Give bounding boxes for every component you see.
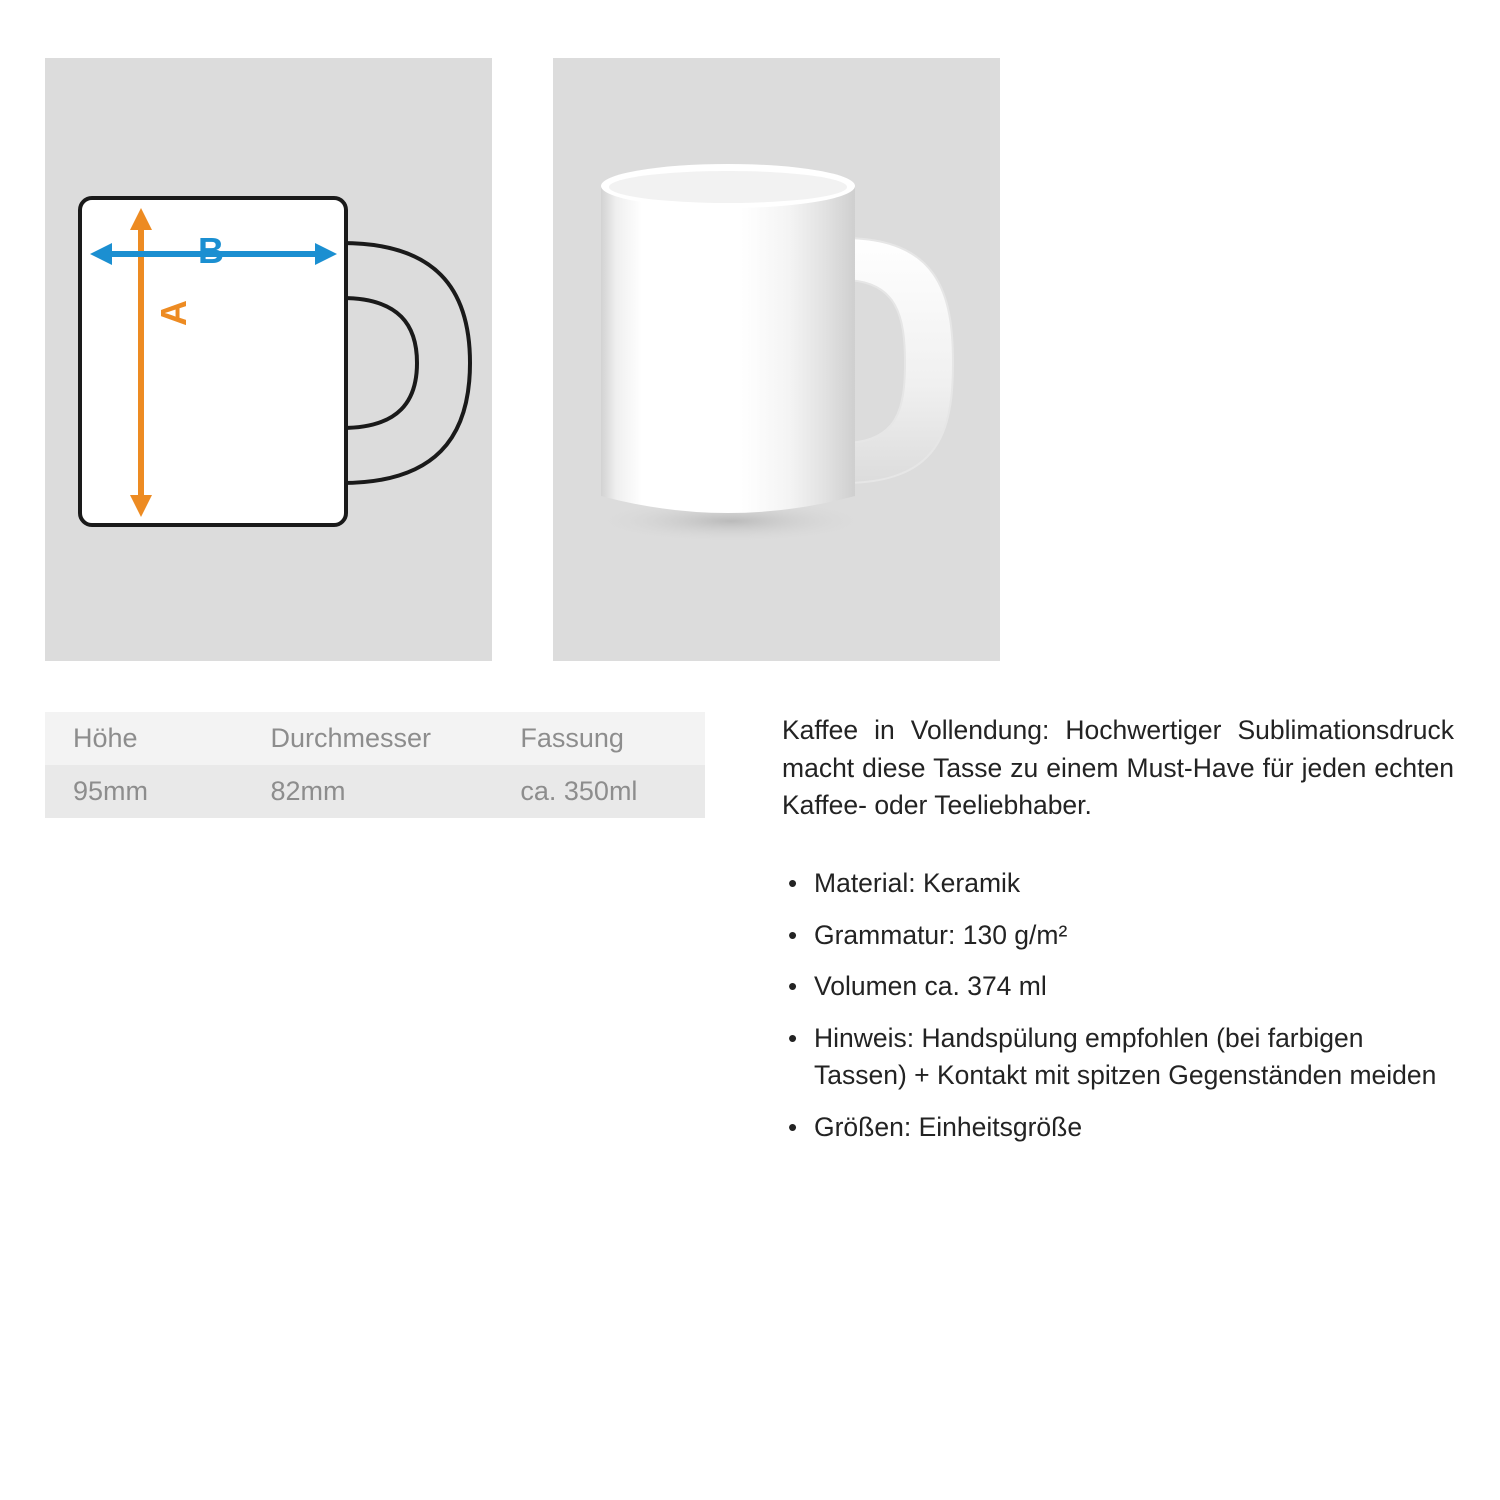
spec-value-capacity: ca. 350ml: [520, 776, 638, 806]
mug-handle-inner-outline: [342, 298, 417, 428]
mug-handle: [843, 238, 953, 483]
mug-dimension-drawing: [45, 58, 492, 661]
mug-photo-illustration: [553, 58, 1000, 661]
mug-gloss-highlight: [649, 208, 675, 488]
product-feature-list: [782, 865, 1454, 1147]
mug-rim-inner: [609, 171, 847, 203]
mug-handle-outline: [342, 243, 470, 483]
mug-body: [601, 186, 855, 513]
mug-photo-panel: [553, 58, 1000, 661]
mug-spec-table: [45, 712, 705, 818]
list-item: • Hinweis: Handspülung empfohlen (bei farbigen Tassen) + Kontakt mit spitzen Gegenständen meiden: [782, 1020, 1454, 1095]
spec-header-diameter: Durchmesser: [270, 723, 432, 753]
spec-table-header-row: [45, 712, 705, 765]
list-item: • Volumen ca. 374 ml: [782, 968, 1454, 1006]
list-item: • Grammatur: 130 g/m²: [782, 917, 1454, 955]
spec-value-diameter: 82mm: [270, 776, 346, 806]
list-item: • Material: Keramik: [782, 865, 1454, 903]
mug-dimension-diagram-panel: [45, 58, 492, 661]
table-row: [45, 765, 705, 818]
list-item: • Größen: Einheitsgröße: [782, 1109, 1454, 1147]
width-label: B: [198, 230, 224, 271]
product-description: [782, 712, 1454, 1161]
spec-value-height: 95mm: [73, 776, 149, 806]
description-intro: Kaffee in Vollendung: Hochwertiger Sublimationsdruck macht diese Tasse zu einem Must-Have für jeden echten Kaffee- oder Teeliebhaber.: [782, 715, 1454, 821]
spec-header-capacity: Fassung: [520, 723, 624, 753]
height-label: A: [153, 300, 194, 326]
spec-header-height: Höhe: [73, 723, 138, 753]
spec-table-head: [45, 712, 705, 765]
spec-table-body: [45, 765, 705, 818]
